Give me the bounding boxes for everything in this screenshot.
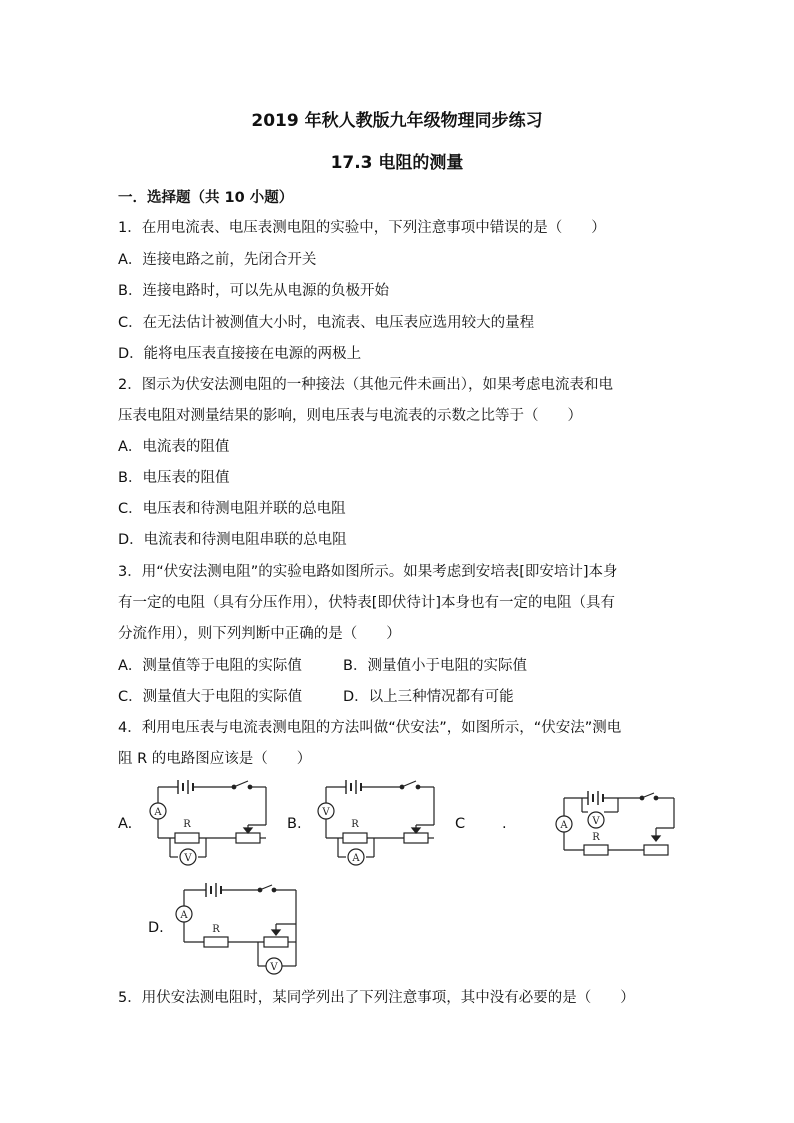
question-1-option-a: A．连接电路之前，先闭合开关 (118, 252, 317, 268)
document-subtitle: 17.3 电阻的测量 (330, 153, 464, 173)
question-3-option-c: C．测量值大于电阻的实际值 (118, 689, 303, 705)
question-4-stem-line-2: 阻 R 的电路图应该是（ ） (118, 751, 312, 767)
circuit-option-c-label: C (455, 816, 466, 832)
question-3-stem-line-2: 有一定的电阻（具有分压作用），伏特表[即伏待计]本身也有一定的电阻（具有 (118, 595, 616, 611)
question-2-stem-line-1: 2．图示为伏安法测电阻的一种接法（其他元件未画出），如果考虑电流表和电 (118, 377, 613, 393)
question-2-stem-line-2: 压表电阻对测量结果的影响，则电压表与电流表的示数之比等于（ ） (118, 408, 582, 424)
circuit-option-a-label: A. (118, 816, 133, 832)
ammeter-b-label: A (352, 853, 360, 864)
question-1-option-c: C．在无法估计被测值大小时，电流表、电压表应选用较大的量程 (118, 315, 535, 331)
ammeter-d-label: A (180, 910, 188, 921)
question-1-stem: 1．在用电流表、电压表测电阻的实验中，下列注意事项中错误的是（ ） (118, 220, 606, 236)
question-3-option-b: B．测量值小于电阻的实际值 (343, 658, 527, 674)
resistor-c-label: R (592, 832, 600, 843)
question-1-option-b: B．连接电路时，可以先从电源的负极开始 (118, 283, 389, 299)
question-3-stem-line-1: 3．用“伏安法测电阻”的实验电路如图所示。如果考虑到安培表[即安培计]本身 (118, 564, 618, 580)
question-2-option-c: C．电压表和待测电阻并联的总电阻 (118, 501, 346, 517)
question-2-option-b: B．电压表的阻值 (118, 470, 230, 486)
question-5-stem: 5．用伏安法测电阻时，某同学列出了下列注意事项，其中没有必要的是（ ） (118, 990, 635, 1006)
question-3-options-row-2 (118, 685, 514, 706)
section-heading: 一．选择题（共 10 小题） (118, 190, 294, 206)
voltmeter-c-label: V (592, 816, 600, 827)
resistor-b-label: R (351, 819, 359, 830)
ammeter-a-label: A (154, 807, 162, 818)
circuit-diagram-a (140, 775, 280, 870)
question-4-stem-line-1: 4．利用电压表与电流表测电阻的方法叫做“伏安法”，如图所示，“伏安法”测电 (118, 720, 622, 736)
circuit-diagram-d (168, 880, 308, 980)
circuit-diagram-c (548, 788, 688, 868)
voltmeter-d-label: V (270, 962, 278, 973)
voltmeter-b-label: V (322, 807, 330, 818)
circuit-option-c-dot: . (502, 816, 507, 832)
circuit-option-d-label: D. (148, 920, 164, 936)
circuit-option-b-label: B. (287, 816, 302, 832)
resistor-d-label: R (212, 924, 220, 935)
document-title: 2019 年秋人教版九年级物理同步练习 (251, 111, 543, 131)
question-2-option-a: A．电流表的阻值 (118, 439, 230, 455)
question-3-option-a: A．测量值等于电阻的实际值 (118, 658, 302, 674)
question-3-options-row-1 (118, 654, 527, 675)
ammeter-c-label: A (560, 820, 568, 831)
voltmeter-a-label: V (184, 853, 192, 864)
resistor-a-label: R (183, 819, 191, 830)
circuit-diagram-b (308, 775, 448, 870)
question-3-stem-line-3: 分流作用），则下列判断中正确的是（ ） (118, 626, 401, 642)
question-3-option-d: D．以上三种情况都有可能 (343, 689, 514, 705)
question-1-option-d: D．能将电压表直接接在电源的两极上 (118, 346, 362, 362)
question-2-option-d: D．电流表和待测电阻串联的总电阻 (118, 532, 347, 548)
